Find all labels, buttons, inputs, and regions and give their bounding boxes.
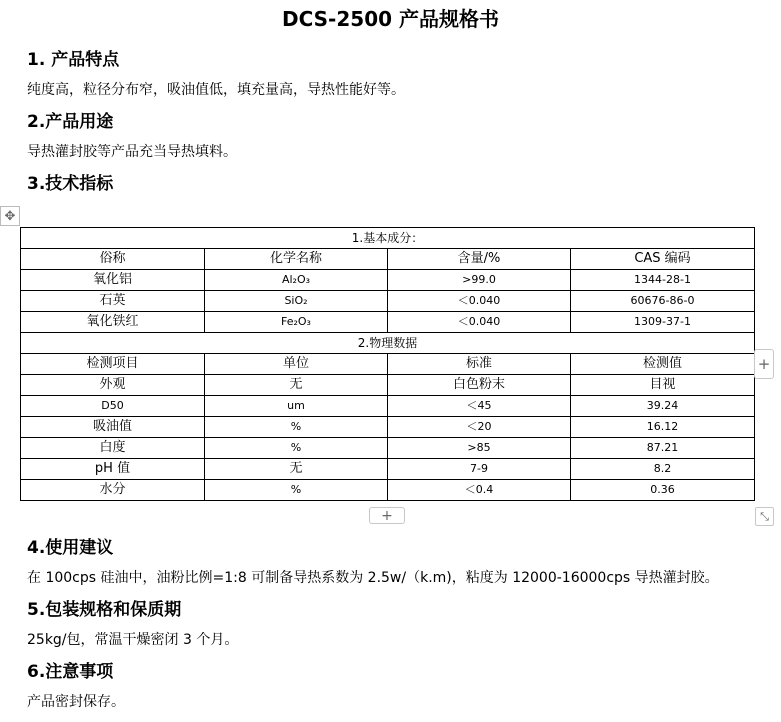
header-cell: 检测值	[571, 354, 755, 375]
heading-specs: 3.技术指标	[27, 174, 114, 194]
section-title-basic: 1.基本成分：	[21, 228, 755, 249]
table-row	[21, 354, 755, 375]
table-cell: 白度	[21, 438, 205, 459]
heading-packaging: 5.包装规格和保质期	[27, 600, 182, 620]
table-cell: ＜0.040	[388, 312, 571, 333]
heading-usage: 2.产品用途	[27, 112, 114, 132]
heading-suggestion: 4.使用建议	[27, 538, 114, 558]
table-cell: 石英	[21, 291, 205, 312]
table-cell: D50	[21, 396, 205, 417]
table-cell: 外观	[21, 375, 205, 396]
table-cell: 87.21	[571, 438, 755, 459]
table-row	[21, 291, 755, 312]
table-cell: ＜20	[388, 417, 571, 438]
section-title-physical: 2.物理数据	[21, 333, 755, 354]
table-cell: %	[205, 480, 388, 501]
table-row	[21, 396, 755, 417]
table-cell: Fe₂O₃	[205, 312, 388, 333]
table-cell: um	[205, 396, 388, 417]
table-cell: >99.0	[388, 270, 571, 291]
table-cell: 白色粉末	[388, 375, 571, 396]
header-cell: CAS 编码	[571, 249, 755, 270]
header-cell: 含量/%	[388, 249, 571, 270]
table-cell: 氧化铝	[21, 270, 205, 291]
table-row	[21, 270, 755, 291]
table-cell: >85	[388, 438, 571, 459]
table-cell: ＜45	[388, 396, 571, 417]
table-move-icon[interactable]: ✥	[0, 206, 20, 226]
text-notes: 产品密封保存。	[27, 694, 125, 710]
heading-features: 1. 产品特点	[27, 50, 120, 70]
table-cell: 16.12	[571, 417, 755, 438]
document-title: DCS-2500 产品规格书	[282, 7, 499, 31]
table-row	[21, 228, 755, 249]
header-cell: 化学名称	[205, 249, 388, 270]
add-column-icon[interactable]: +	[754, 349, 774, 379]
table-cell: pH 值	[21, 459, 205, 480]
table-row	[21, 459, 755, 480]
table-cell: Al₂O₃	[205, 270, 388, 291]
table-row	[21, 333, 755, 354]
table-cell: 无	[205, 459, 388, 480]
table-cell: 目视	[571, 375, 755, 396]
table-row	[21, 375, 755, 396]
table-cell: 氧化铁红	[21, 312, 205, 333]
table-cell: 8.2	[571, 459, 755, 480]
table-row	[21, 312, 755, 333]
heading-notes: 6.注意事项	[27, 662, 114, 682]
table-cell: 吸油值	[21, 417, 205, 438]
header-cell: 单位	[205, 354, 388, 375]
table-cell: 1344-28-1	[571, 270, 755, 291]
table-cell: ＜0.4	[388, 480, 571, 501]
header-cell: 检测项目	[21, 354, 205, 375]
spec-table	[20, 227, 755, 501]
table-row	[21, 417, 755, 438]
table-row	[21, 480, 755, 501]
table-cell: 39.24	[571, 396, 755, 417]
table-cell: ＜0.040	[388, 291, 571, 312]
text-features: 纯度高，粒径分布窄，吸油值低，填充量高，导热性能好等。	[27, 82, 405, 98]
table-row	[21, 438, 755, 459]
header-cell: 标准	[388, 354, 571, 375]
header-cell: 俗称	[21, 249, 205, 270]
text-packaging: 25kg/包，常温干燥密闭 3 个月。	[27, 632, 239, 648]
text-usage: 导热灌封胶等产品充当导热填料。	[27, 144, 237, 160]
table-cell: 1309-37-1	[571, 312, 755, 333]
table-cell: 0.36	[571, 480, 755, 501]
table-row	[21, 249, 755, 270]
table-cell: 水分	[21, 480, 205, 501]
table-cell: %	[205, 417, 388, 438]
table-resize-icon[interactable]: ⤡	[755, 507, 774, 526]
table-cell: 60676-86-0	[571, 291, 755, 312]
table-cell: 无	[205, 375, 388, 396]
table-cell: 7-9	[388, 459, 571, 480]
table-cell: SiO₂	[205, 291, 388, 312]
text-suggestion: 在 100cps 硅油中，油粉比例=1:8 可制备导热系数为 2.5w/（k.m)，粘度为 12000-16000cps 导热灌封胶。	[27, 570, 719, 586]
table-cell: %	[205, 438, 388, 459]
add-row-icon[interactable]: +	[369, 507, 405, 524]
